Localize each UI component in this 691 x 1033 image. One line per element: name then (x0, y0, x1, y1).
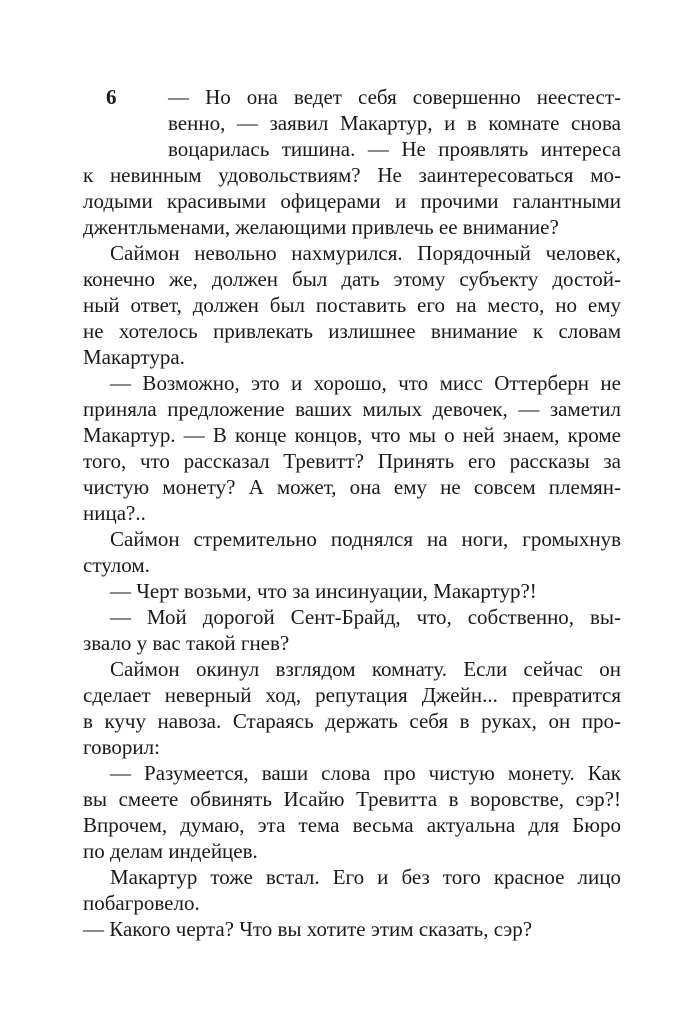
text-line: Саймон окинул взглядом комнату. Если сейчас он (110, 657, 621, 681)
text-line: Макартур. — В конце концов, что мы о ней знаем, кроме (83, 423, 621, 447)
text-line: Макартур тоже встал. Его и без того красное лицо (110, 865, 621, 889)
page-number: 6 (106, 85, 117, 109)
text-line: джентльменами, желающими привлечь ее внимание? (83, 215, 559, 239)
text-line: чистую монету? А может, она ему не совсем племян- (83, 475, 621, 499)
text-line: Впрочем, думаю, эта тема весьма актуальна для Бюро (83, 813, 621, 837)
text-line: — Черт возьми, что за инсинуации, Макартур?! (110, 579, 537, 603)
text-line: по делам индейцев. (83, 839, 258, 863)
text-line: — Разумеется, ваши слова про чистую монету. Как (110, 761, 621, 785)
text-line: — Какого черта? Что вы хотите этим сказать, сэр? (83, 917, 533, 941)
text-line: того, что рассказал Тревитт? Принять его рассказы за (83, 449, 621, 473)
text-line: Саймон невольно нахмурился. Порядочный человек, (110, 241, 621, 265)
text-line: стулом. (83, 553, 150, 577)
text-line: конечно же, должен был дать этому субъекту достой- (83, 267, 621, 291)
text-line: ница?.. (83, 501, 146, 525)
text-line: венно, — заявил Макартур, и в комнате снова (168, 111, 621, 135)
text-line: к невинным удовольствиям? Не заинтересоваться мо- (83, 163, 621, 187)
text-line: — Возможно, это и хорошо, что мисс Оттерберн не (110, 371, 621, 395)
text-line: воцарилась тишина. — Не проявлять интереса (168, 137, 621, 161)
text-line: лодыми красивыми офицерами и прочими галантными (83, 189, 621, 213)
text-line: Саймон стремительно поднялся на ноги, громыхнув (110, 527, 621, 551)
text-line: говорил: (83, 735, 160, 759)
text-line: — Мой дорогой Сент-Брайд, что, собственно, вы- (110, 605, 621, 629)
text-line: приняла предложение ваших милых девочек, — заметил (83, 397, 621, 421)
text-line: в кучу навоза. Стараясь держать себя в руках, он про- (83, 709, 621, 733)
text-line: побагровело. (83, 891, 200, 915)
page-text-block (83, 84, 621, 942)
text-line: звало у вас такой гнев? (83, 631, 290, 655)
text-line: ный ответ, должен был поставить его на место, но ему (83, 293, 621, 317)
text-line: вы смеете обвинять Исайю Тревитта в воровстве, сэр?! (83, 787, 621, 811)
text-line: Макартура. (83, 345, 185, 369)
text-line: не хотелось привлекать излишнее внимание к словам (83, 319, 621, 343)
text-line: — Но она ведет себя совершенно неестест- (168, 85, 621, 109)
text-line: сделает неверный ход, репутация Джейн... превратится (83, 683, 621, 707)
